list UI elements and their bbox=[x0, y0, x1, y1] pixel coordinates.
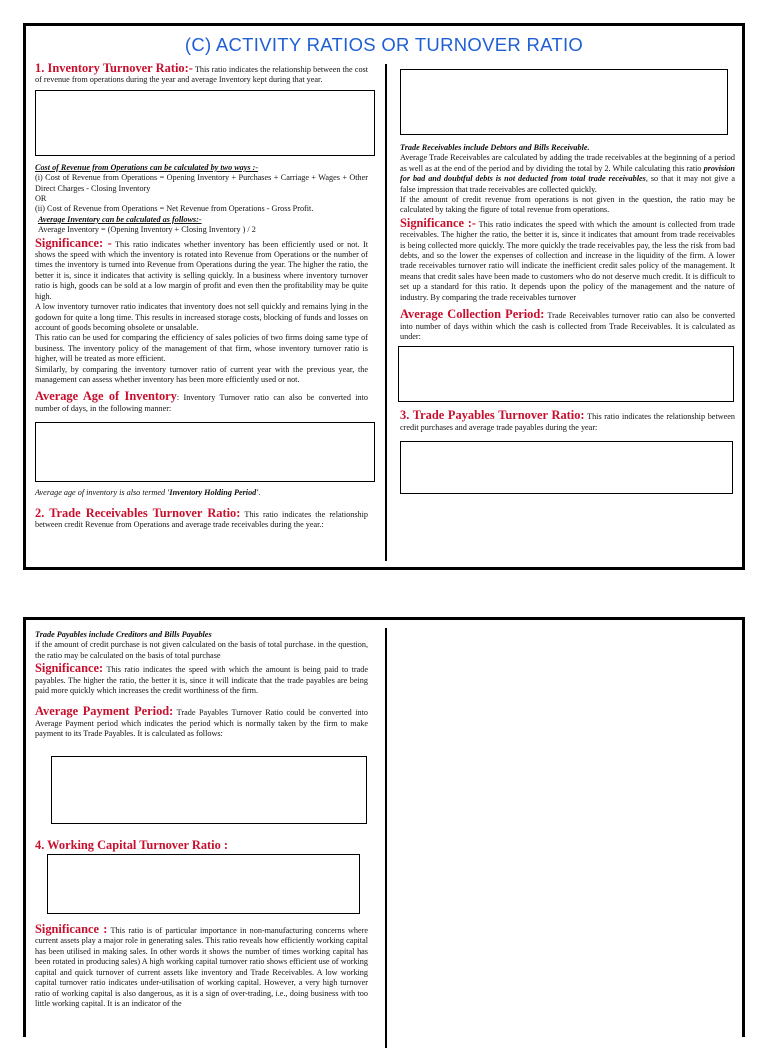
inventory-significance: Significance: - This ratio indicates whether inventory has been efficiently used or not. It shows the speed with which the inventory is rotated into Revenue from Operations or the number of times the inventory is turned into Revenue from Operations during the year. The higher the ratio, the better it is, since it indicates that activity is selling quickly. In a business where inventory turnover ratio is high, goods can be sold at a low margin of profit and even then the profitability may be quite high. bbox=[35, 235, 368, 301]
inventory-formula-box bbox=[35, 90, 375, 156]
working-capital-formula-box bbox=[47, 854, 360, 914]
average-collection-heading: Average Collection Period: bbox=[400, 307, 545, 322]
trade-payables-heading: 3. Trade Payables Turnover Ratio: bbox=[400, 408, 585, 423]
similarly-text: Similarly, by comparing the inventory turnover ratio of current year with the previous year, the management can assess whether inventory has been more efficiently used or not. bbox=[35, 364, 368, 384]
average-payment-period: Average Payment Period: Trade Payables Turnover Ratio could be converted into Average Payment period which indicates the period which is normally taken by the firm to make payment to its Trade Payables. It is calculated as follows: bbox=[35, 704, 368, 739]
trade-receivables-heading: 2. Trade Receivables Turnover Ratio: bbox=[35, 505, 241, 520]
average-age-heading: Average Age of Inventory bbox=[35, 389, 177, 404]
average-receivables-text: Average Trade Receivables are calculated by adding the trade receivables at the beginning of a period as well as at the end of the period and by dividing the total by 2. While calculating this ratio provision for bad and doubtful debts is not deducted from total trade receivables, so that it may not give a false impression that trade receivables are collected quickly. bbox=[400, 153, 735, 194]
working-capital-heading: 4. Working Capital Turnover Ratio : bbox=[35, 837, 229, 852]
credit-purchase-note: if the amount of credit purchase is not given calculated on the basis of total purchase. in the question, the ratio may be calculated on the basis of total purchase bbox=[35, 640, 368, 660]
average-age-formula-box bbox=[35, 422, 375, 482]
credit-revenue-note: If the amount of credit revenue from operations is not given in the question, the ratio may be calculated by taking the figure of total revenue from operations. bbox=[400, 195, 735, 215]
payables-formula-box bbox=[400, 441, 733, 494]
page-2 bbox=[23, 617, 745, 1037]
column-divider bbox=[385, 628, 387, 1048]
or-text: OR bbox=[35, 194, 47, 204]
receivables-formula-box bbox=[400, 69, 728, 135]
average-inventory-formula: Average Inventory = (Opening Inventory + Closing Inventory ) / 2 bbox=[38, 225, 256, 235]
payment-period-formula-box bbox=[51, 756, 367, 824]
average-collection-period: Average Collection Period: Trade Receivables turnover ratio can also be converted into number of days within which the cash is collected from Trade Receivables. It is calculated as under: bbox=[400, 307, 735, 341]
collection-period-formula-box bbox=[398, 346, 734, 402]
trade-receivables-intro: 2. Trade Receivables Turnover Ratio: This ratio indicates the relationship between credit Revenue from Operations and average trade receivables during the year.: bbox=[35, 505, 368, 529]
working-capital-significance-heading: Significance : bbox=[35, 922, 108, 937]
inventory-holding-period-note: Average age of inventory is also termed 'Inventory Holding Period'. bbox=[35, 488, 261, 498]
left-column bbox=[35, 630, 368, 1009]
payables-include-note: Trade Payables include Creditors and Bills Payables bbox=[35, 630, 212, 639]
trade-payables-intro: 3. Trade Payables Turnover Ratio: This ratio indicates the relationship between credit purchases and average trade payables during the year: bbox=[400, 408, 735, 432]
average-payment-heading: Average Payment Period: bbox=[35, 704, 174, 719]
receivables-significance-heading: Significance :- bbox=[400, 215, 477, 230]
right-column bbox=[400, 69, 735, 494]
low-turnover-text: A low inventory turnover ratio indicates that inventory does not sell quickly and remains lying in the godown for quite a long time. This results in increased storage costs, blocking of funds and losses on account of goods becoming obsolete or unsalable. bbox=[35, 302, 368, 332]
average-inventory-heading: Average Inventory can be calculated as follows:- bbox=[38, 214, 202, 224]
page-title: (C) ACTIVITY RATIOS OR TURNOVER RATIO bbox=[184, 34, 584, 55]
receivables-include-note: Trade Receivables include Debtors and Bills Receivable. bbox=[400, 143, 590, 152]
cost-of-revenue-heading: Cost of Revenue from Operations can be calculated by two ways :- bbox=[35, 162, 259, 172]
cost-formula-1: (i) Cost of Revenue from Operations = Opening Inventory + Purchases + Carriage + Wages + Other Direct Charges - Closing Inventory bbox=[35, 173, 368, 193]
column-divider bbox=[385, 64, 387, 561]
payables-significance: Significance: This ratio indicates the speed with which the amount is being paid to trade payables. The higher the ratio, the better it is, since it will indicate that the trade payables are being paid more quickly which increases the credit worthiness of the firm. bbox=[35, 661, 368, 696]
cost-formula-2: (ii) Cost of Revenue from Operations = Net Revenue from Operations - Gross Profit. bbox=[35, 204, 314, 214]
receivables-significance: Significance :- This ratio indicates the speed with which the amount is collected from trade receivables. The higher the ratio, the better it is, since it indicates that amount from trade receivables is being collected more quickly. The more quickly the trade receivables pay, the less the risk from bad debts, and so the lower the expenses of collection and increase in the liquidity of the firm. A lower trade receivables turnover ratio will indicate the inefficient credit sales policy of the management. It means that credit sales have been made to customers who do not deserve much credit. It is difficult to set up a standard for this ratio. It depends upon the policy of the management and the nature of industry. By comparing the trade receivables turnover bbox=[400, 215, 735, 302]
page-1 bbox=[23, 23, 745, 570]
payables-significance-heading: Significance: bbox=[35, 661, 104, 676]
inventory-significance-heading: Significance: - bbox=[35, 235, 112, 250]
working-capital-significance: Significance : This ratio is of particular importance in non-manufacturing concerns where current assets play a major role in generating sales. This ratio reveals how efficiently working capital has been utilised in making sales. In other words it shows the number of times working capital has been rotated in producing sales) A high working capital turnover ratio shows efficient use of working capital and quick turnover of current assets like inventory and Trade Receivables. A low working capital turnover ratio indicates under-utilisation of working capital. However, a very high turnover ratio of working capital is also dangerous, as it is a sign of over-trading, i.e., doing business with too little working capital. It is an indicator of the bbox=[35, 922, 368, 1008]
comparison-text: This ratio can be used for comparing the efficiency of sales policies of two firms doing same type of business. The inventory policy of the management of that firm, whose inventory turnover ratio is higher, will be treated as more efficient. bbox=[35, 333, 368, 364]
left-column bbox=[35, 63, 368, 530]
inventory-turnover-heading: 1. Inventory Turnover Ratio:- bbox=[35, 61, 193, 75]
average-age-of-inventory: Average Age of Inventory: Inventory Turnover ratio can also be converted into number of days, in the following manner: bbox=[35, 389, 368, 413]
inventory-turnover-intro: 1. Inventory Turnover Ratio:- This ratio indicates the relationship between the cost of revenue from operations during the year and average Inventory kept during that year. bbox=[35, 61, 368, 85]
